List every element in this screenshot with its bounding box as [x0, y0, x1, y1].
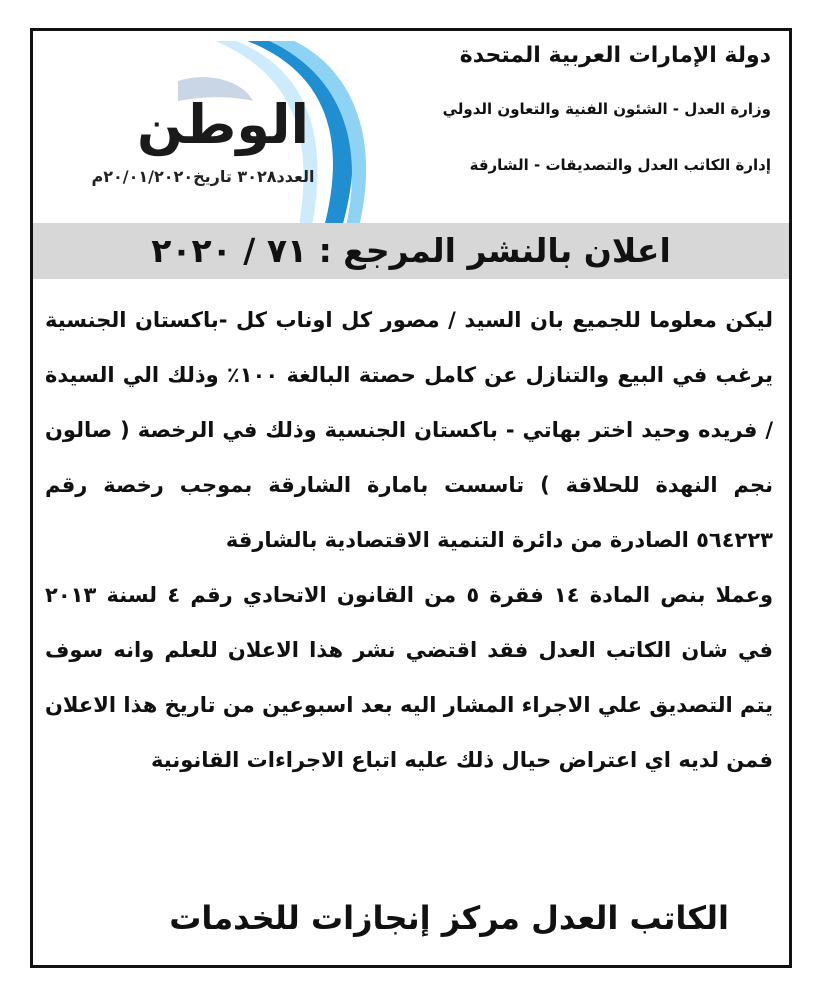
department-name: إدارة الكاتب العدل والتصديقات - الشارقة	[469, 156, 771, 174]
body-paragraph-1: ليكن معلوما للجميع بان السيد / مصور كل اوناب كل -باكستان الجنسية يرغب في البيع والتنازل عن كامل حصتة البالغة ١٠٠٪ وذلك الي السيدة / فريده وحيد اختر بهاتي - باكستان الجنسية وذلك في الرخصة ( صالون نجم النهدة للحلاقة ) تاسست بامارة الشارقة بموجب رخصة رقم ٥٦٤٢٢٣ الصادرة من دائرة التنمية الاقتصادية بالشارقة	[45, 308, 774, 552]
header-lines	[351, 43, 771, 212]
ministry-name: وزارة العدل - الشئون الفنية والتعاون الدولي	[442, 100, 771, 118]
announcement-title: اعلان بالنشر المرجع : ٧١ / ٢٠٢٠	[33, 223, 789, 279]
signature-line: الكاتب العدل مركز إنجازات للخدمات	[169, 899, 729, 937]
issue-date: العدد٣٠٢٨ تاريخ٢٠/٠١/٢٠٢٠م	[91, 167, 315, 186]
body-paragraph-2: وعملا بنص المادة ١٤ فقرة ٥ من القانون الاتحادي رقم ٤ لسنة ٢٠١٣ في شان الكاتب العدل فقد اقتضي نشر هذا الاعلان للعلم وانه سوف يتم التصديق علي الاجراء المشار اليه بعد اسبوعين من تاريخ هذا الاعلان فمن لديه اي اعتراض حيال ذلك عليه اتباع الاجراءات القانونية	[45, 583, 773, 772]
newspaper-logo	[83, 41, 383, 231]
header	[33, 31, 789, 231]
announcement-frame	[30, 28, 792, 968]
announcement-body	[45, 293, 773, 788]
country-name: دولة الإمارات العربية المتحدة	[459, 43, 771, 68]
logo-wordmark: الوطن	[136, 93, 310, 156]
